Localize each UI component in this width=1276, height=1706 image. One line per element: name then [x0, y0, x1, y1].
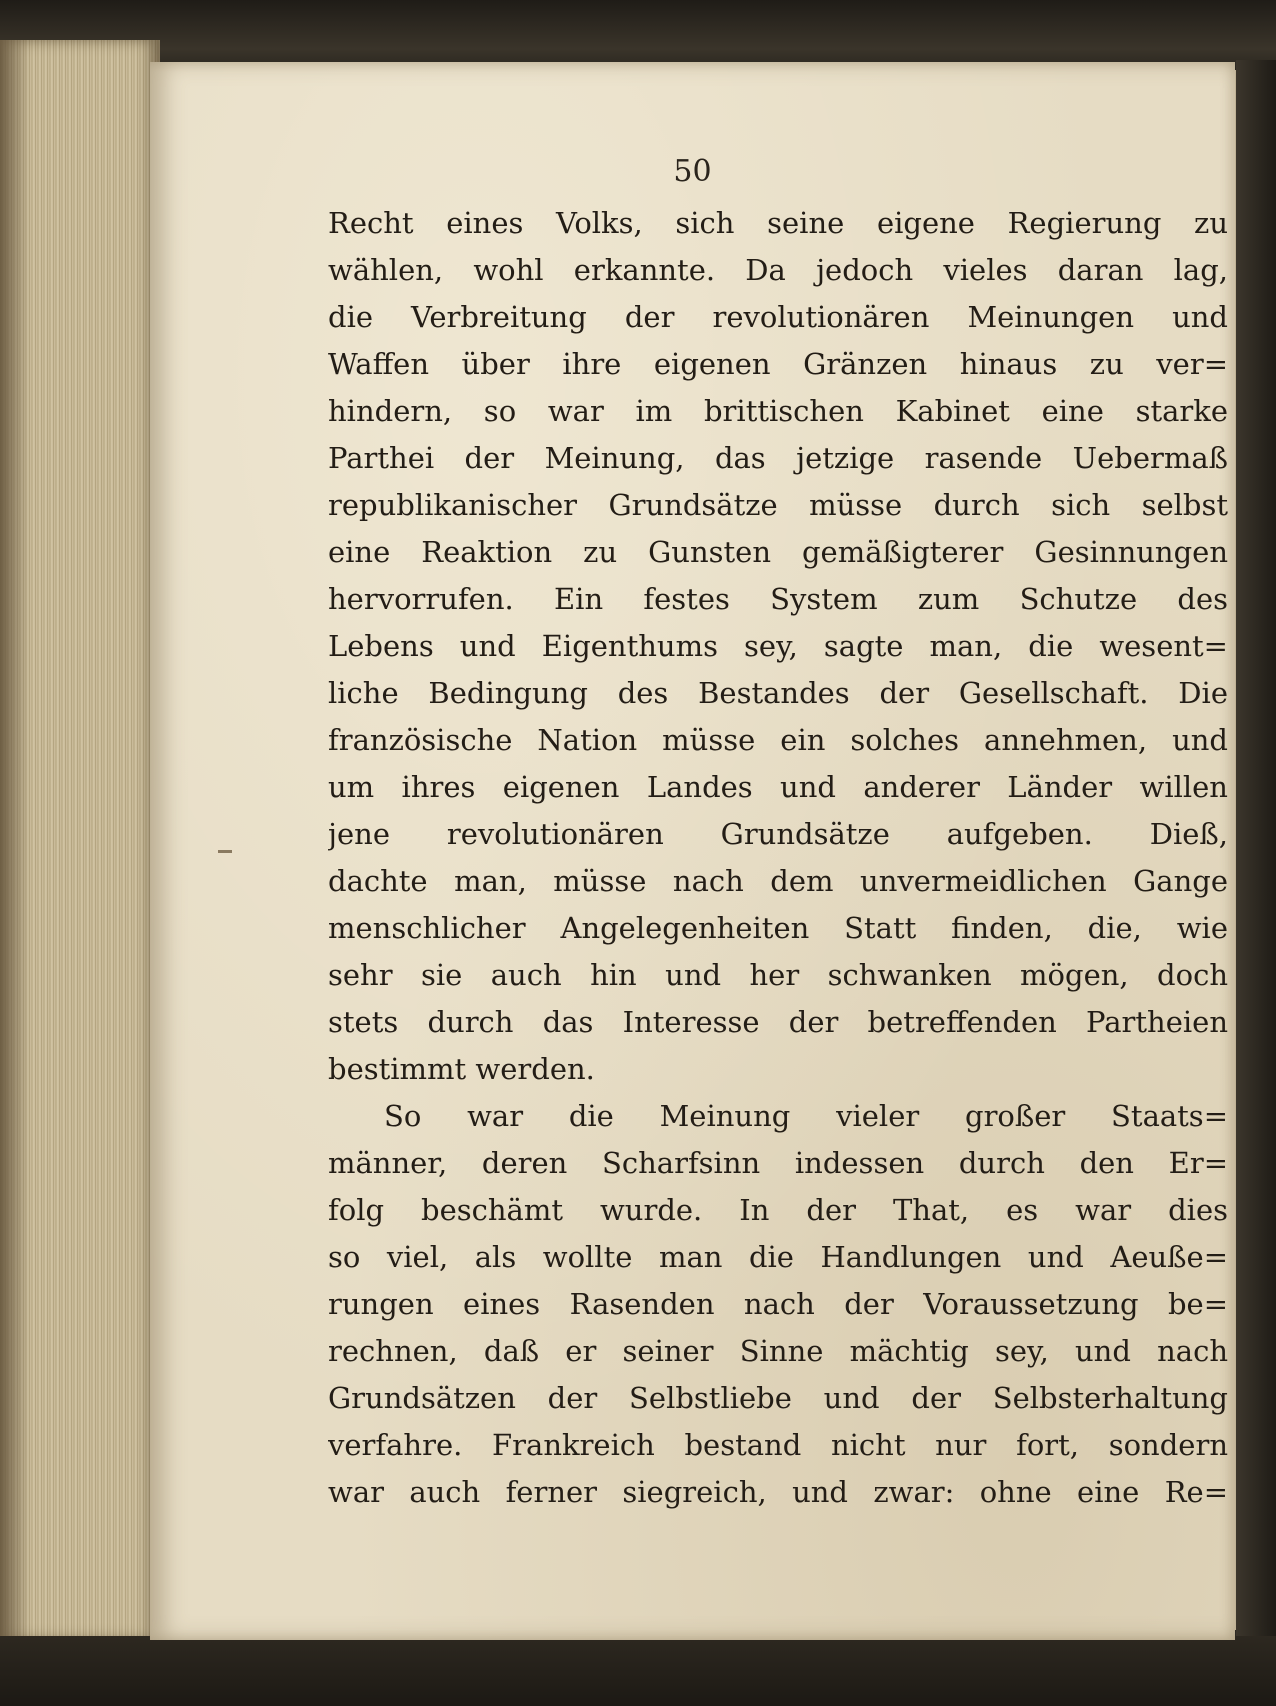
text-line: rechnen, daß er seiner Sinne mächtig sey, und nach	[328, 1334, 1228, 1368]
text-line: Recht eines Volks, sich seine eigene Regierung zu	[328, 206, 1228, 240]
text-line: hervorrufen. Ein festes System zum Schutze des	[328, 582, 1228, 616]
text-line: Parthei der Meinung, das jetzige rasende Uebermaß	[328, 441, 1228, 475]
book-bottom-board	[0, 1636, 1276, 1706]
text-line: folg beschämt wurde. In der That, es war dies	[328, 1193, 1228, 1227]
text-line: So war die Meinung vieler großer Staats=	[384, 1099, 1228, 1133]
book-top-board	[0, 0, 1276, 70]
text-line: Grundsätzen der Selbstliebe und der Selbsterhaltung	[328, 1381, 1228, 1415]
text-line: Lebens und Eigenthums sey, sagte man, die wesent=	[328, 629, 1228, 663]
text-line: sehr sie auch hin und her schwanken mögen, doch	[328, 958, 1228, 992]
text-line: menschlicher Angelegenheiten Statt finden, die, wie	[328, 911, 1228, 945]
text-line: bestimmt werden.	[328, 1052, 595, 1086]
text-line: männer, deren Scharfsinn indessen durch den Er=	[328, 1146, 1228, 1180]
text-line: wählen, wohl erkannte. Da jedoch vieles daran lag,	[328, 253, 1228, 287]
text-line: jene revolutionären Grundsätze aufgeben. Dieß,	[328, 817, 1228, 851]
text-line: hindern, so war im brittischen Kabinet eine starke	[328, 394, 1228, 428]
body-text	[328, 200, 1228, 1516]
book-cover-edge	[1236, 60, 1276, 1660]
page-stack-edge	[0, 40, 160, 1640]
text-line: so viel, als wollte man die Handlungen und Aeuße=	[328, 1240, 1228, 1274]
text-line: stets durch das Interesse der betreffenden Partheien	[328, 1005, 1228, 1039]
text-line: um ihres eigenen Landes und anderer Länder willen	[328, 770, 1228, 804]
text-line: französische Nation müsse ein solches annehmen, und	[328, 723, 1228, 757]
page-number: 50	[673, 154, 712, 189]
text-line: republikanischer Grundsätze müsse durch sich selbst	[328, 488, 1228, 522]
text-line: liche Bedingung des Bestandes der Gesellschaft. Die	[328, 676, 1228, 710]
book-page	[150, 62, 1235, 1640]
margin-mark	[218, 850, 232, 853]
text-line: die Verbreitung der revolutionären Meinungen und	[328, 300, 1228, 334]
text-line: rungen eines Rasenden nach der Voraussetzung be=	[328, 1287, 1228, 1321]
text-line: eine Reaktion zu Gunsten gemäßigterer Gesinnungen	[328, 535, 1228, 569]
text-line: dachte man, müsse nach dem unvermeidlichen Gange	[328, 864, 1228, 898]
text-line: verfahre. Frankreich bestand nicht nur fort, sondern	[328, 1428, 1228, 1462]
text-line: war auch ferner siegreich, und zwar: ohne eine Re=	[328, 1475, 1228, 1509]
text-line: Waffen über ihre eigenen Gränzen hinaus zu ver=	[328, 347, 1228, 381]
